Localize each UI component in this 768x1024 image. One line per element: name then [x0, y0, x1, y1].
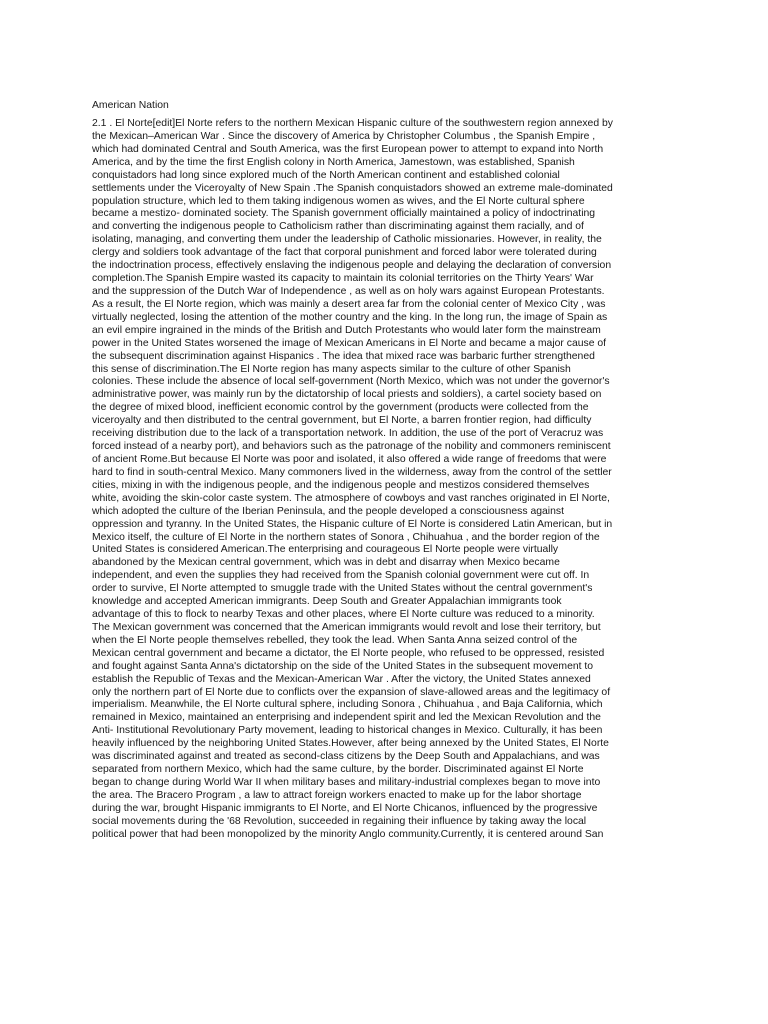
body-line: the degree of mixed blood, inefficient economic control by the government (products were collected from the — [92, 402, 589, 414]
body-line: conquistadors had long since explored much of the North American continent and established colonial — [92, 169, 560, 181]
body-line: oppression and tyranny. In the United States, the Hispanic culture of El Norte is considered Latin American, but in — [92, 518, 613, 530]
body-line: heavily influenced by the neighboring United States.However, after being annexed by the United States, El Norte — [92, 738, 609, 750]
body-line: an evil empire ingrained in the minds of the British and Dutch Protestants who would later form the mainstream — [92, 324, 601, 336]
body-line: imperialism. Meanwhile, the El Norte cultural sphere, including Sonora , Chihuahua , and Baja California, which — [92, 699, 603, 711]
body-line: 2.1 . El Norte[edit]El Norte refers to the northern Mexican Hispanic culture of the southwestern region annexed by — [92, 118, 613, 129]
body-line: and converting the indigenous people to Catholicism rather than discriminating against them racially, and of — [92, 221, 584, 233]
body-line: settlements under the Viceroyalty of New Spain .The Spanish conquistadors showed an extreme male-dominated — [92, 182, 613, 194]
body-line: only the northern part of El Norte due to conflicts over the expansion of slave-allowed areas and the legitimacy of — [92, 686, 611, 698]
body-line: cities, mixing in with the indigenous people, and the indigenous people and mestizos considered themselves — [92, 479, 590, 491]
body-line: abandoned by the Mexican central government, which was in debt and disarray when Mexico became — [92, 557, 560, 569]
body-line: the indoctrination process, effectively enslaving the indigenous people and delaying the declaration of conversion — [92, 260, 612, 272]
body-line: was discriminated against and treated as second-class citizens by the Deep South and Appalachians, and was — [92, 751, 600, 763]
document-title: American Nation — [92, 100, 169, 111]
body-line: political power that had been monopolized by the minority Anglo community.Currently, it is centered around San — [92, 828, 604, 840]
body-line: the Mexican–American War . Since the discovery of America by Christopher Columbus , the Spanish Empire , — [92, 130, 596, 142]
body-line: Mexico itself, the culture of El Norte in the northern states of Sonora , Chihuahua , and the border region of the — [92, 531, 600, 543]
body-line: hard to find in south-central Mexico. Many commoners lived in the wilderness, away from the control of the settler — [92, 466, 612, 478]
body-line: order to survive, El Norte attempted to smuggle trade with the United States without the central government's — [92, 583, 593, 595]
body-line: viceroyalty and then distributed to the central government, but El Norte, a barren frontier region, had difficulty — [92, 415, 592, 427]
body-line: America, and by the time the first English colony in North America, Jamestown, was established, Spanish — [92, 156, 575, 168]
document-page — [92, 99, 678, 842]
body-line: remained in Mexico, maintained an enterprising and independent spirit and led the Mexican Revolution and the — [92, 712, 601, 724]
body-line: United States is considered American.The enterprising and courageous El Norte people were virtually — [92, 544, 559, 556]
body-line: and the suppression of the Dutch War of Independence , as well as on holy wars against European Protestants. — [92, 285, 605, 297]
body-line: became a mestizo- dominated society. The Spanish government officially maintained a policy of indoctrinating — [92, 208, 596, 220]
body-line: receiving distribution due to the lack of a transportation network. In addition, the use of the port of Veracruz was — [92, 428, 604, 440]
body-line: Anti- Institutional Revolutionary Party movement, leading to historical changes in Mexico. Culturally, it has been — [92, 725, 603, 737]
document-body — [92, 118, 678, 842]
body-line: social movements during the '68 Revolution, succeeded in regaining their influence by taking away the local — [92, 815, 587, 827]
body-line: and fought against Santa Anna's dictatorship on the side of the United States in the subsequent movement to — [92, 660, 594, 672]
body-line: forced instead of a nearby port), and behaviors such as the patronage of the nobility and commoners reminiscent — [92, 441, 611, 453]
body-line: power in the United States worsened the image of Mexican Americans in El Norte and became a major cause of — [92, 337, 607, 349]
body-line: administrative power, was mainly run by the dictatorship of local priests and soldiers), a cartel society based on — [92, 389, 602, 401]
body-line: which had dominated Central and South America, was the first European power to attempt to expand into North — [92, 143, 604, 155]
body-line: of ancient Rome.But because El Norte was poor and isolated, it also offered a wide range of freedoms that were — [92, 453, 607, 465]
body-line: Mexican central government and became a dictator, the El Norte people, who refused to be oppressed, resisted — [92, 647, 605, 659]
body-line: advantage of this to flock to nearby Texas and other places, where El Norte culture was reduced to a minority. — [92, 609, 595, 621]
body-line: establish the Republic of Texas and the Mexican-American War . After the victory, the United States annexed — [92, 673, 591, 685]
body-line: began to change during World War II when military bases and military-industrial complexes began to move into — [92, 777, 601, 789]
body-line: As a result, the El Norte region, which was mainly a desert area far from the colonial center of Mexico City , was — [92, 298, 606, 310]
body-line: this sense of discrimination.The El Norte region has many aspects similar to the culture of other Spanish — [92, 363, 571, 375]
body-line: population structure, which led to them taking indigenous women as wives, and the El Norte cultural sphere — [92, 195, 585, 207]
body-line: separated from northern Mexico, which had the same culture, by the border. Discriminated against El Norte — [92, 764, 584, 776]
body-line: colonies. These include the absence of local self-government (North Mexico, which was not under the governor's — [92, 376, 610, 388]
body-line: The Mexican government was concerned that the American immigrants would revolt and lose their territory, but — [92, 621, 601, 633]
body-line: during the war, brought Hispanic immigrants to El Norte, and El Norte Chicanos, influenced by the progressive — [92, 802, 598, 814]
body-line: the subsequent discrimination against Hispanics . The idea that mixed race was barbaric further strengthened — [92, 350, 595, 362]
body-line: when the El Norte people themselves rebelled, they took the lead. When Santa Anna seized control of the — [92, 634, 578, 646]
body-line: the area. The Bracero Program , a law to attract foreign workers enacted to make up for the labor shortage — [92, 789, 582, 801]
body-line: virtually neglected, losing the attention of the mother country and the king. In the long run, the image of Spain as — [92, 311, 608, 323]
body-line: clergy and soldiers took advantage of the fact that corporal punishment and forced labor were tolerated during — [92, 247, 597, 259]
body-line: independent, and even the supplies they had received from the Spanish colonial government were cut off. In — [92, 570, 590, 582]
body-line: completion.The Spanish Empire wasted its capacity to maintain its colonial territories on the Thirty Years' War — [92, 273, 594, 285]
body-line: white, avoiding the skin-color caste system. The atmosphere of cowboys and vast ranches originated in El Norte, — [92, 492, 610, 504]
body-line: knowledge and accepted American immigrants. Deep South and Greater Appalachian immigrants took — [92, 596, 562, 608]
body-line: isolating, managing, and converting them under the leadership of Catholic missionaries. However, in reality, the — [92, 234, 602, 246]
body-line: which adopted the culture of the Iberian Peninsula, and the people developed a consciousness against — [92, 505, 564, 517]
